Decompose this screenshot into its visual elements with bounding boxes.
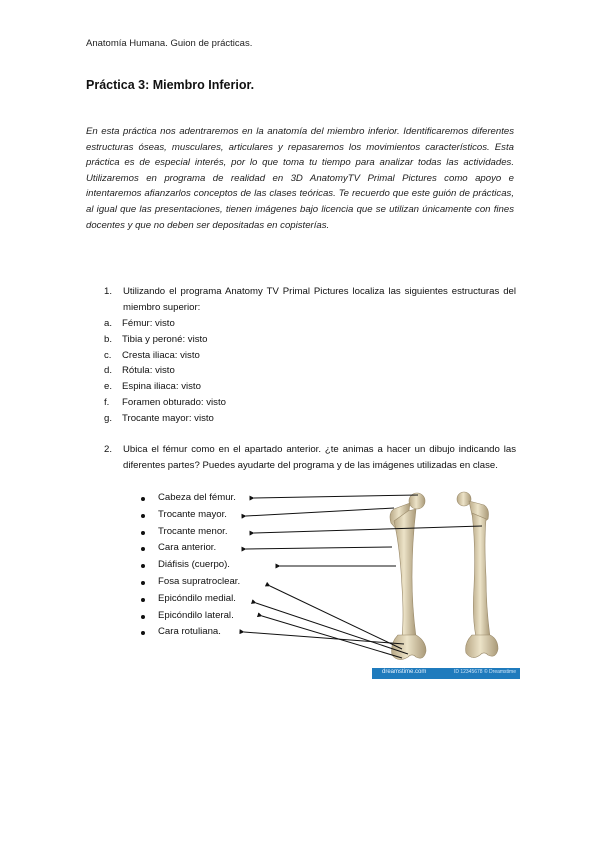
- arrow-cara-anterior: [246, 547, 392, 549]
- watermark-id: ID 12345678 © Dreamstime: [453, 669, 516, 675]
- list-letter: g.: [104, 412, 113, 424]
- bullet-text: Diáfisis (cuerpo).: [158, 559, 230, 571]
- bullet-icon: [141, 564, 145, 568]
- bullet-icon: [141, 598, 145, 602]
- list-item-text: Espina iliaca: visto: [122, 381, 201, 393]
- bullet-icon: [141, 514, 145, 518]
- list-letter: e.: [104, 381, 113, 393]
- bullet-icon: [141, 631, 145, 635]
- question-1: [86, 284, 516, 316]
- bullet-icon: [141, 615, 145, 619]
- bullet-text: Trocante menor.: [158, 525, 228, 537]
- intro-paragraph: En esta práctica nos adentraremos en la anatomía del miembro inferior. Identificaremos diferentes estructuras óseas, musculares, articulares y repasaremos los movimientos característicos. Esta práctica es de especial interés, por lo que toma tu tiempo para analizar todas las actividades. Utilizaremos en programa de realidad en 3D AnatomyTV Primal Pictures como apoyo e intentaremos afianzarlos conceptos de las clases teóricas. Te recuerdo que este guión de prácticas, al igual que las presentaciones, tienen imágenes bajo licencia que se utilizan únicamente con fines docentes y que no deben ser depositadas en copisterías.: [86, 126, 514, 231]
- question-2-number: 2.: [104, 444, 113, 455]
- watermark-text: dreamstime.com: [382, 669, 427, 675]
- femur-illustration: [372, 487, 520, 679]
- list-letter: d.: [104, 365, 113, 377]
- bullet-text: Cara anterior.: [158, 542, 217, 554]
- bullet-icon: [141, 547, 145, 551]
- list-item-text: Rótula: visto: [122, 365, 175, 377]
- question-2: [86, 442, 516, 474]
- list-item-text: Cresta iliaca: visto: [122, 349, 200, 361]
- question-2-text: Ubica el fémur como en el apartado anterior. ¿te animas a hacer un dibujo indicando las diferentes partes? Puedes ayudarte del programa y de las imágenes utilizadas en clase.: [123, 444, 516, 471]
- question-1-text: Utilizando el programa Anatomy TV Primal Pictures localiza las siguientes estructuras del miembro superior:: [123, 286, 516, 313]
- page-title: Práctica 3: Miembro Inferior.: [86, 78, 255, 92]
- list-item-text: Trocante mayor: visto: [122, 412, 214, 424]
- list-letter: f.: [104, 396, 110, 408]
- bullet-text: Epicóndilo medial.: [158, 592, 236, 604]
- page-header: Anatomía Humana. Guion de prácticas.: [86, 38, 253, 49]
- femur-posterior: [457, 492, 498, 658]
- bullet-icon: [141, 497, 145, 501]
- question-1-number: 1.: [104, 286, 113, 297]
- list-letter: b.: [104, 333, 113, 345]
- femur-drawing: [372, 487, 520, 679]
- bullet-text: Trocante mayor.: [158, 508, 227, 520]
- bullet-text: Cabeza del fémur.: [158, 492, 236, 503]
- bullet-icon: [141, 581, 145, 585]
- bullet-text: Epicóndilo lateral.: [158, 609, 234, 621]
- femur-anterior: [390, 493, 426, 660]
- bullet-icon: [141, 531, 145, 535]
- list-item-text: Foramen obturado: visto: [122, 396, 226, 408]
- list-item-text: Tibia y peroné: visto: [122, 333, 208, 345]
- list-letter: a.: [104, 318, 113, 329]
- bullet-text: Fosa supratroclear.: [158, 575, 241, 587]
- watermark-bar: [372, 668, 520, 679]
- list-item-text: Fémur: visto: [122, 318, 175, 329]
- bullet-text: Cara rotuliana.: [158, 626, 221, 638]
- list-letter: c.: [104, 349, 112, 361]
